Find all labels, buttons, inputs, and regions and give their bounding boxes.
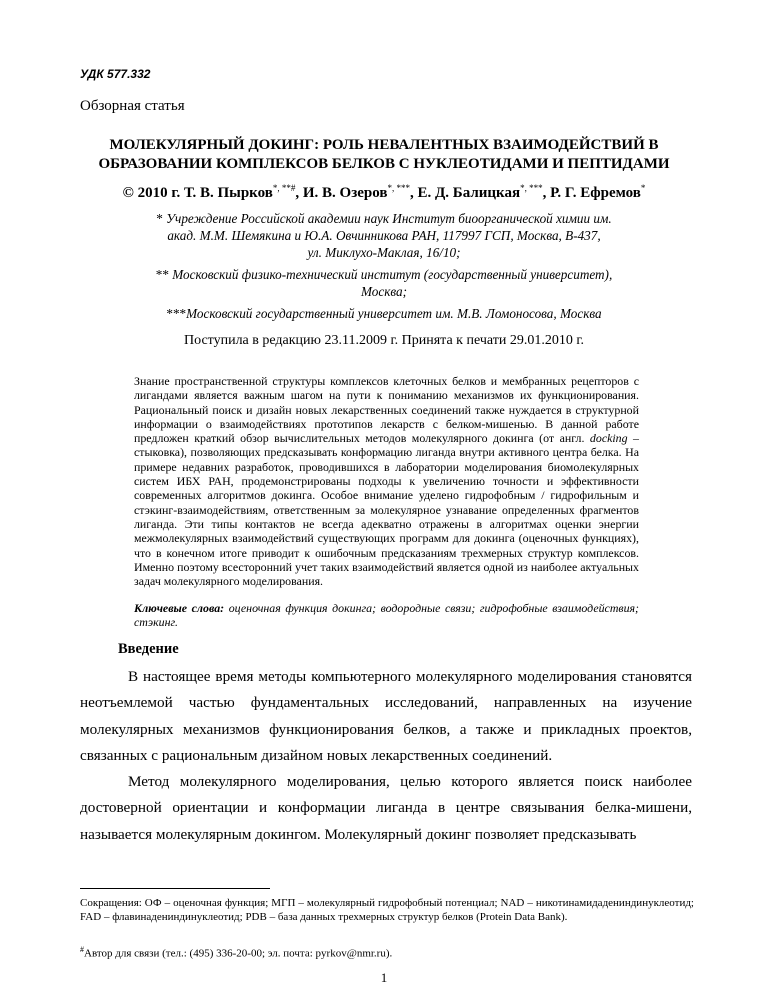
article-type: Обзорная статья [80,98,185,114]
page-number: 1 [380,970,388,985]
author-list [80,183,688,202]
author-2: , И. В. Озеров [295,185,388,201]
affiliation-1-mark: * [156,211,167,226]
keywords [134,601,639,630]
intro-paragraph-1: В настоящее время методы компьютерного молекулярного моделирования становятся неотъемлемой частью фундаментальных исследований, направленных на изучение молекулярных механизмов функционирования белков, а также и прикладных проектов, связанных с рациональным дизайном новых лекарственных соединений. [80,668,692,764]
affiliation-3 [130,305,638,322]
footnote-contact-text: Автор для связи (тел.: (495) 336-20-00; эл. почта: pyrkov@nmr.ru). [84,947,393,960]
author-1: © 2010 г. Т. В. Пырков [122,185,273,201]
title-line-1: МОЛЕКУЛЯРНЫЙ ДОКИНГ: РОЛЬ НЕВАЛЕНТНЫХ ВЗАИМОДЕЙСТВИЙ В [109,137,659,153]
affiliation-2-line-2: Москва; [360,284,408,299]
footnote-abbreviations: Сокращения: ОФ – оценочная функция; МГП – молекулярный гидрофобный потенциал; NAD – никотинамидадениндинуклеотид; FAD – флавинадениндинуклеотид; PDB – база данных трехмерных структур белков (Protein Data Bank). [80,897,694,923]
abstract-text-2: – стыковка), позволяющих предсказывать конформацию лиганда внутри активного центра белка. На примере недавних разработок, проводившихся в лаборатории моделирования биомолекулярных систем ИБХ РАН, продемонстрированы подходы к увеличению точности и эффективности современных алгоритмов докинга. Особое внимание уделено гидрофобным / гидрофильным и стэкинг-взаимодействиям, ответственным за молекулярное узнавание определенных фрагментов лиганда. Эти типы контактов не всегда адекватно отражены в алгоритмах оценки энергии межмолекулярных взаимодействий существующих программ для докинга (оценочных функциях), что в конечном итоге приводит к ошибочным предсказаниям трехмерных структур комплексов. Именно поэтому всесторонний учет таких взаимодействий является одной из наиболее актуальных задач молекулярного моделирования. [134,431,639,589]
author-1-marks: *, **# [272,183,296,193]
author-4-marks: * [640,183,646,193]
affiliation-2-line-1: Московский физико-технический институт (государственный университет), [172,267,613,282]
author-3: , Е. Д. Балицкая [409,185,521,201]
affiliation-2 [130,266,638,300]
affiliation-1 [130,210,638,261]
affiliation-1-line-2: акад. М.М. Шемякина и Ю.А. Овчинникова РАН, 117997 ГСП, Москва, В-437, [167,228,601,243]
affiliation-1-line-1: Учреждение Российской академии наук Институт биоорганической химии им. [166,211,612,226]
keywords-label: Ключевые слова: [134,601,225,615]
affiliation-1-line-3: ул. Миклухо-Маклая, 16/10; [307,245,461,260]
abstract [134,374,639,588]
author-2-marks: *, *** [387,183,410,193]
udk-code: УДК 577.332 [80,67,151,81]
footnote-divider [80,888,270,889]
intro-paragraph-2: Метод молекулярного моделирования, целью которого является поиск наиболее достоверной ориентации и конформации лиганда в центре связывания белка-мишени, называется молекулярным докингом. Молекулярный докинг позволяет предсказывать [80,773,692,843]
footnote-contact [80,943,694,961]
article-title [80,136,688,174]
footnote-contact-mark: # [80,945,84,954]
affiliation-3-mark: *** [166,306,187,321]
affiliation-2-mark: ** [155,267,173,282]
author-4: , Р. Г. Ефремов [542,185,641,201]
received-dates: Поступила в редакцию 23.11.2009 г. Принята к печати 29.01.2010 г. [183,333,585,348]
keywords-text: оценочная функция докинга; водородные связи; гидрофобные взаимодействия; стэкинг. [134,601,640,630]
affiliation-3-line-1: Московский государственный университет им. М.В. Ломоносова, Москва [186,306,602,321]
author-3-marks: *, *** [520,183,543,193]
abstract-docking-term: docking [589,431,628,446]
abstract-text-1: Знание пространственной структуры комплексов клеточных белков и мембранных рецепторов с лигандами является важным шагом на пути к пониманию механизмов их функционирования. Рациональный поиск и дизайн новых лекарственных соединений также нуждается в структурной информации о взаимодействиях прототипов лекарств с белком-мишенью. В данной работе предложен краткий обзор вычислительных методов молекулярного докинга (от англ. [134,374,639,446]
section-heading-intro: Введение [118,641,179,657]
title-line-2: ОБРАЗОВАНИИ КОМПЛЕКСОВ БЕЛКОВ С НУКЛЕОТИДАМИ И ПЕПТИДАМИ [98,156,670,172]
